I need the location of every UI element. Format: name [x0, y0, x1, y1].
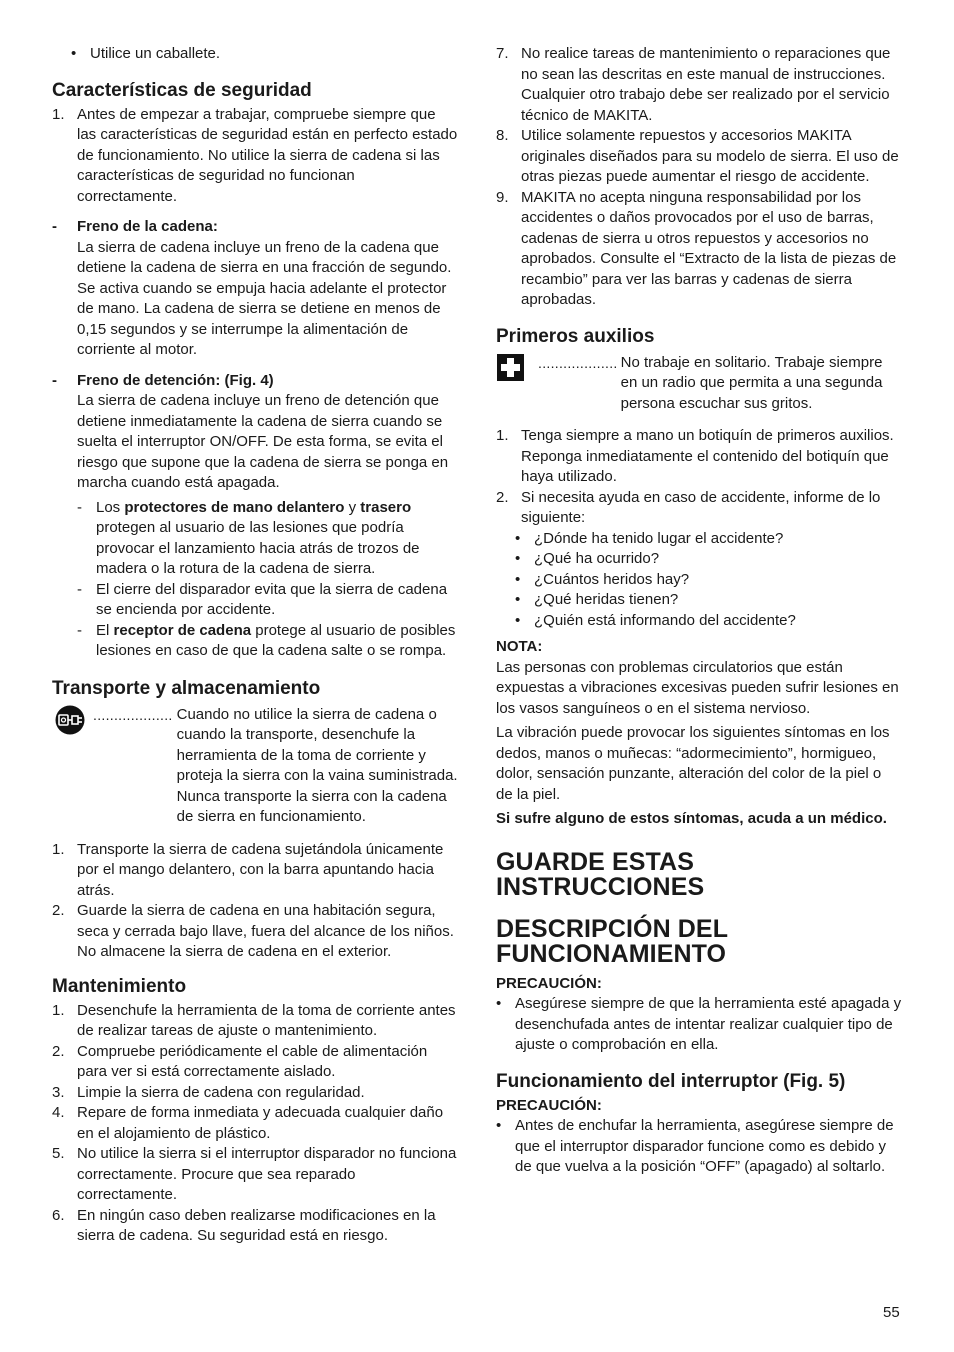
- first-aid-notice: ................... No trabaje en solitario. Trabaje siempre en un radio que permita a una segunda persona escuchar sus gritos.: [496, 353, 902, 415]
- question-item: • ¿Dónde ha tenido lugar el accidente?: [515, 529, 784, 547]
- maintenance-item: 5. No utilice la sierra si el interruptor disparador no funciona correctamente. Procure que sea reparado correctamente.: [52, 1145, 457, 1203]
- maintenance-item: 9. MAKITA no acepta ninguna responsabilidad por los accidentes o daños provocados por el uso de barras, cadenas de sierra u otros repuestos y accesorios no aprobados. Consulte el “Extracto de la lista de piezas de recambio” para ver las barras y cadenas de sierra aprobadas.: [496, 188, 897, 308]
- maintenance-item: 8. Utilice solamente repuestos y accesorios MAKITA originales diseñados para su modelo de sierra. El uso de otras piezas puede aumentar el riesgo de accidente.: [496, 127, 899, 185]
- question-item: • ¿Quién está informando del accidente?: [515, 611, 796, 629]
- caution-bullet-1: • Asegúrese siempre de que la herramienta esté apagada y desenchufada antes de intentar realizar cualquier tipo de ajuste o comprobación en ella.: [496, 995, 902, 1053]
- question-item: • ¿Qué ha ocurrido?: [515, 550, 660, 567]
- safety-sub-3: - El receptor de cadena protege al usuario de posibles lesiones en caso de que la cadena salte o se rompa.: [77, 621, 456, 659]
- description-heading: DESCRIPCIÓN DEL FUNCIONAMIENTO: [496, 914, 729, 968]
- transport-heading: Transporte y almacenamiento: [52, 677, 321, 699]
- switch-heading: Funcionamiento del interruptor (Fig. 5): [496, 1070, 846, 1092]
- note-label: NOTA:: [496, 638, 543, 655]
- first-aid-cross-icon: [496, 353, 525, 382]
- first-aid-item-1: 1. Tenga siempre a mano un botiquín de primeros auxilios. Reponga inmediatamente el contenido del botiquín que haya utilizado.: [496, 427, 894, 485]
- transport-item-1: 1. Transporte la sierra de cadena sujetándola únicamente por el mango delantero, con la barra apuntando hacia atrás.: [52, 840, 444, 899]
- stop-brake-text: La sierra de cadena incluye un freno de detención que detiene inmediatamente la cadena de sierra cuando se suelta el interruptor ON/OFF. De esta forma, se evita el riesgo que supone que la cadena de sierra se ponga en marcha cuando está apagada.: [77, 392, 449, 491]
- safety-item-1: 1. Antes de empezar a trabajar, compruebe siempre que las características de seguridad están en perfecto estado de funcionamiento. No utilice la sierra de cadena si las características de seguridad no funcionan correctamente.: [52, 105, 458, 205]
- question-item: • ¿Qué heridas tienen?: [515, 591, 679, 608]
- safety-heading: Características de seguridad: [52, 79, 312, 101]
- note-text: Las personas con problemas circulatorios que están expuestas a vibraciones excesivas pueden sufrir lesiones en los vasos sanguíneos o en el sistema nervioso.: [496, 658, 899, 717]
- right-column: [496, 44, 902, 1178]
- intro-bullet: • Utilice un caballete.: [71, 45, 221, 62]
- safety-sub-2: - El cierre del disparador evita que la sierra de cadena se encienda por accidente.: [77, 580, 448, 618]
- question-item: • ¿Cuántos heridos hay?: [515, 570, 690, 588]
- caution-bullet-2: • Antes de enchufar la herramienta, asegúrese siempre de que el interruptor disparador funcione como es debido y de que vuelva a la posición “OFF” (apagado) al soltarlo.: [496, 1117, 894, 1175]
- page-number: 55: [883, 1304, 900, 1321]
- doctor-text: Si sufre alguno de estos síntomas, acuda a un médico.: [496, 810, 887, 827]
- maintenance-item: 7. No realice tareas de mantenimiento o reparaciones que no sean las descritas en este manual de instrucciones. Cualquier otro trabajo debe ser realizado por el servicio técnico de MAKITA.: [496, 45, 891, 124]
- maintenance-item: 3. Limpie la sierra de cadena con regularidad.: [52, 1083, 365, 1101]
- chain-brake-title: Freno de la cadena:: [77, 218, 218, 235]
- stop-brake: - Freno de detención: (Fig. 4) La sierra de cadena incluye un freno de detención que detiene inmediatamente la cadena de sierra cuando se suelta el interruptor ON/OFF. De esta forma, se evita el riesgo que supone que la cadena de sierra se ponga en marcha cuando está apagada.: [52, 371, 458, 494]
- left-column: [52, 44, 458, 1247]
- safety-sub-1: - Los protectores de mano delantero y trasero protegen al usuario de las lesiones que podría provocar el lanzamiento hacia atrás de trozos de madera o la rotura de la cadena de sierra.: [77, 498, 420, 577]
- chain-brake-text: La sierra de cadena incluye un freno de la cadena que detiene la cadena de sierra en una fracción de segundo. Se activa cuando se empuja hacia adelante el protector de mano. La cadena de sierra se detiene en menos de 0,15 segundos y se interrumpe la alimentación de corriente al motor.: [77, 238, 452, 358]
- first-aid-item-2: 2. Si necesita ayuda en caso de accidente, informe de lo siguiente:: [496, 488, 881, 526]
- maintenance-item: 2. Compruebe periódicamente el cable de alimentación para ver si está correctamente aislado.: [52, 1042, 428, 1080]
- caution-label-2: PRECAUCIÓN:: [496, 1096, 602, 1114]
- maintenance-item: 1. Desenchufe la herramienta de la toma de corriente antes de realizar tareas de ajuste o mantenimiento.: [52, 1001, 456, 1039]
- first-aid-heading: Primeros auxilios: [496, 325, 655, 347]
- unplug-notice: ................... Cuando no utilice la sierra de cadena o cuando la transporte, desenchufe la herramienta de la toma de corriente y proteja la sierra con la vaina suministrada. Nunca transporte la sierra con la cadena de sierra en funcionamiento.: [52, 705, 458, 828]
- stop-brake-title: Freno de detención: (Fig. 4): [77, 371, 274, 389]
- vibration-text: La vibración puede provocar los siguientes síntomas en los dedos, manos o muñecas: “adormecimiento”, hormigueo, dolor, sensación punzante, alteración del color de la piel o de la piel.: [496, 724, 890, 803]
- maintenance-item: 4. Repare de forma inmediata y adecuada cualquier daño en el alojamiento de plástico.: [52, 1104, 444, 1142]
- save-instructions-heading: GUARDE ESTAS INSTRUCCIONES: [496, 847, 705, 901]
- chain-brake: - Freno de la cadena: La sierra de cadena incluye un freno de la cadena que detiene la cadena de sierra en una fracción de segundo. Se activa cuando se empuja hacia adelante el protector de mano. La cadena de sierra se detiene en menos de 0,15 segundos y se interrumpe la alimentación de corriente al motor.: [52, 217, 458, 361]
- maintenance-heading: Mantenimiento: [52, 975, 187, 997]
- caution-label-1: PRECAUCIÓN:: [496, 974, 602, 992]
- maintenance-item: 6. En ningún caso deben realizarse modificaciones en la sierra de cadena. Su seguridad está en riesgo.: [52, 1206, 436, 1244]
- unplug-icon: [52, 705, 81, 734]
- transport-item-2: 2. Guarde la sierra de cadena en una habitación segura, seca y cerrada bajo llave, fuera del alcance de los niños. No almacene la sierra de cadena en el exterior.: [52, 902, 454, 960]
